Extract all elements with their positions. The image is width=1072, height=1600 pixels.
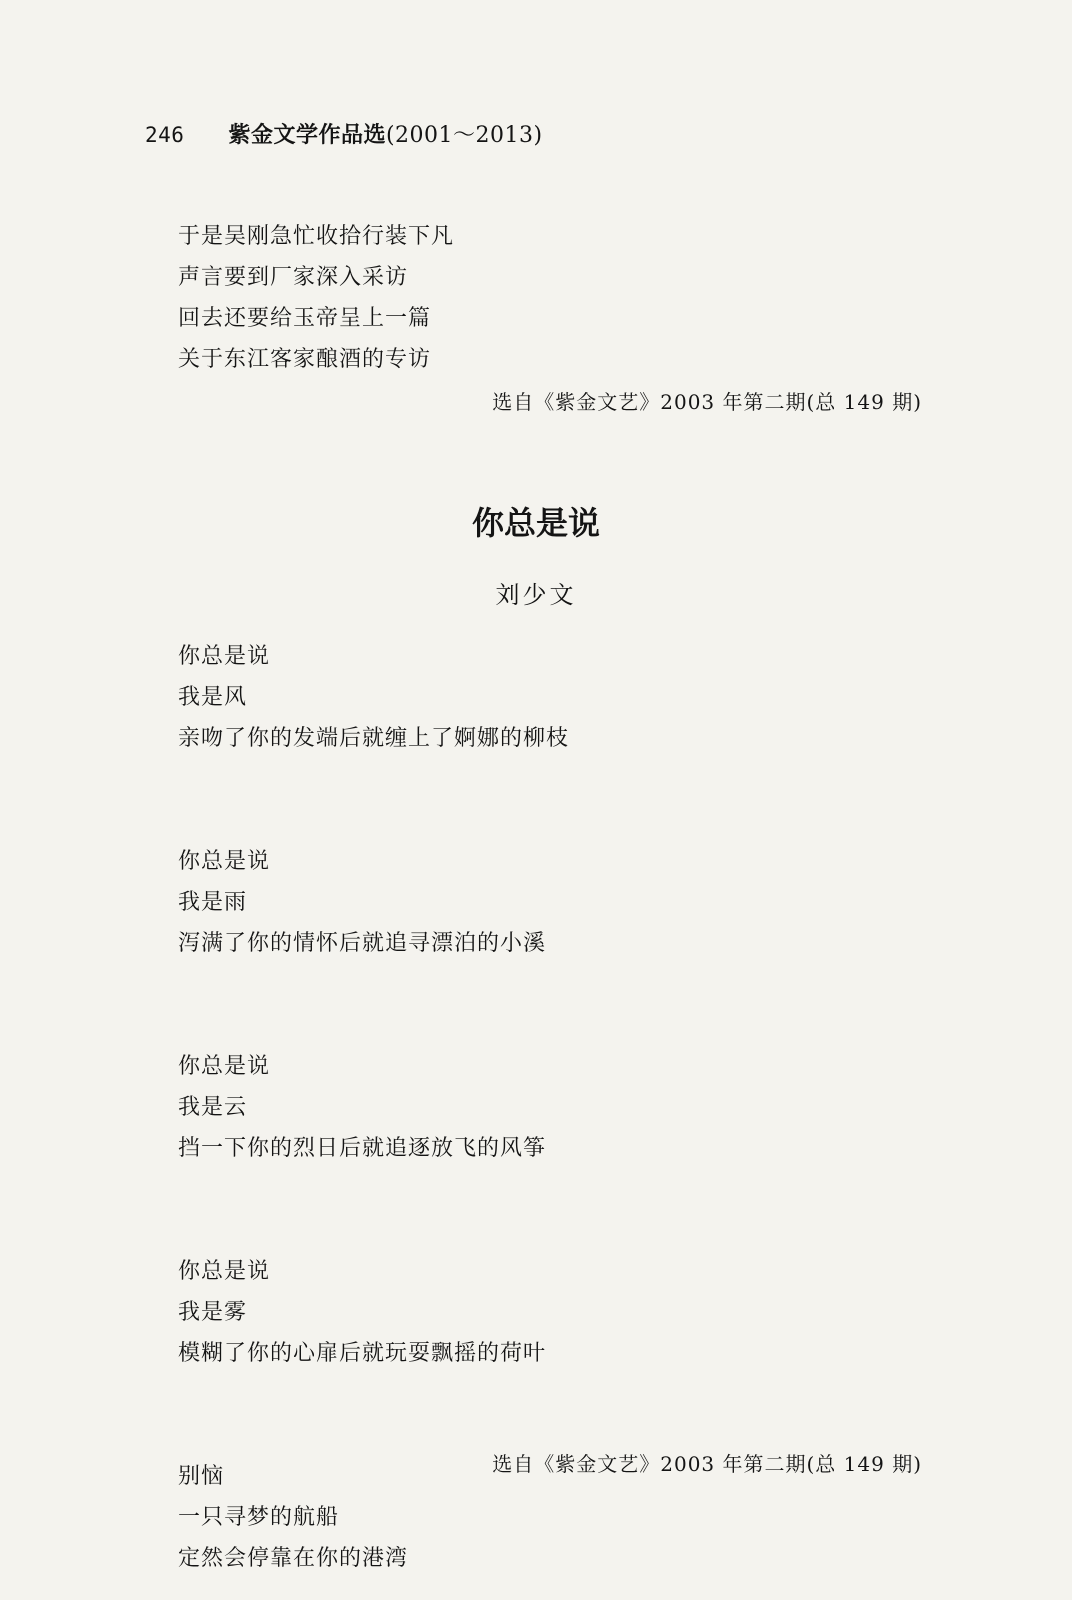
poem-line: 声言要到厂家深入采访 [178, 265, 409, 290]
poem-line: 泻满了你的情怀后就追寻漂泊的小溪 [178, 931, 547, 956]
poem-line: 挡一下你的烈日后就追逐放飞的风筝 [178, 1136, 547, 1161]
poem-line: 一只寻梦的航船 [178, 1505, 340, 1530]
book-title: 紫金文学作品选 [228, 122, 386, 148]
poem-line: 我是雨 [178, 890, 248, 915]
book-years: (2001～2013) [385, 123, 543, 148]
poem-source: 选自《紫金文艺》2003 年第二期(总 149 期) [492, 1452, 922, 1476]
poem-line: 亲吻了你的发端后就缠上了婀娜的柳枝 [178, 726, 570, 751]
poem-line: 你总是说 [178, 1259, 271, 1284]
poem-line: 于是吴刚急忙收拾行装下凡 [178, 224, 455, 249]
poem-line: 你总是说 [178, 1054, 271, 1079]
running-header [145, 118, 543, 149]
poem-line: 我是风 [178, 685, 248, 710]
stanza-break [178, 1169, 569, 1251]
previous-poem-source: 选自《紫金文艺》2003 年第二期(总 149 期) [492, 390, 922, 414]
poem-body [178, 636, 569, 1579]
poem-line: 你总是说 [178, 849, 271, 874]
page-number: 246 [145, 123, 185, 147]
poem-line: 别恼 [178, 1464, 225, 1489]
poem-author: 刘少文 [495, 581, 577, 609]
poem-line: 定然会停靠在你的港湾 [178, 1546, 409, 1571]
poem-title: 你总是说 [471, 504, 600, 542]
poem-line: 模糊了你的心扉后就玩耍飘摇的荷叶 [178, 1341, 547, 1366]
poem-line: 回去还要给玉帝呈上一篇 [178, 306, 432, 331]
poem-line: 我是云 [178, 1095, 248, 1120]
stanza-break [178, 1374, 569, 1456]
poem-line: 你总是说 [178, 644, 271, 669]
previous-poem-ending [178, 216, 454, 380]
stanza-break [178, 759, 569, 841]
poem-line: 我是雾 [178, 1300, 248, 1325]
stanza-break [178, 964, 569, 1046]
poem-line: 关于东江客家酿酒的专访 [178, 347, 432, 372]
